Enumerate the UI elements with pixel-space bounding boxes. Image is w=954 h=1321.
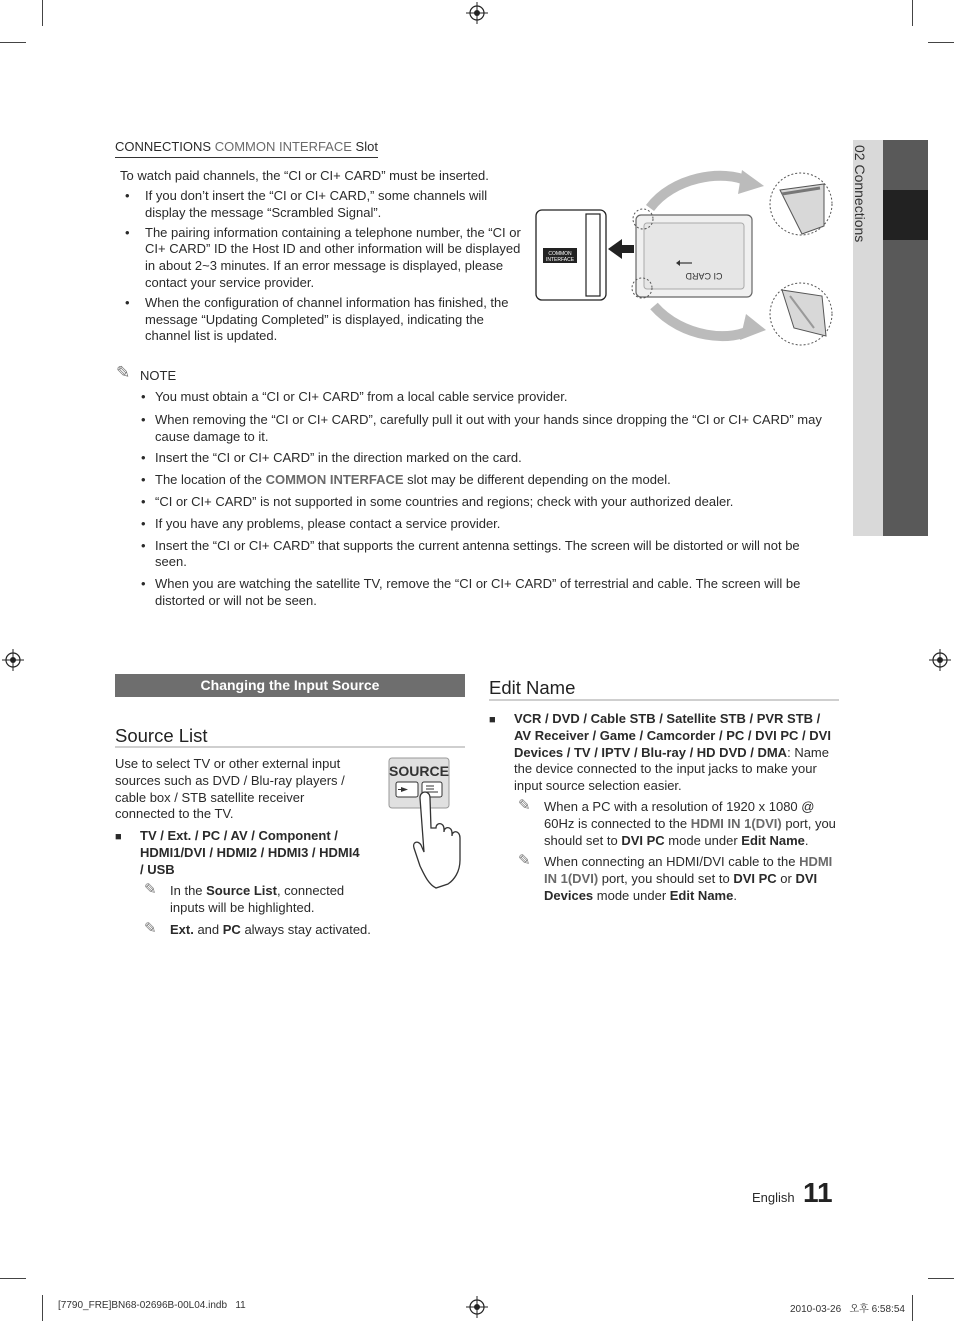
edit-name-list (489, 711, 834, 795)
list-item-text: The pairing information containing a telephone number, the “CI or CI+ CARD” ID the Host ID and other information will be displayed in about 2~3 minutes. If an error message is displayed, please contact your service provider. (145, 224, 521, 290)
note-text: port, you should set to (598, 871, 734, 887)
list-item (144, 881, 380, 917)
breadcrumb-part: COMMON INTERFACE (214, 139, 352, 154)
note-text: always stay activated. (240, 921, 371, 937)
list-item: • “CI or CI+ CARD” is not supported in some countries and regions; check with your authorized dealer. (141, 493, 734, 509)
crop-mark (42, 1295, 43, 1321)
device-list-desc: Name the device connected to the input jacks to make your input source selection easier. (514, 744, 829, 794)
list-item: • Insert the “CI or CI+ CARD” in the direction marked on the card. (141, 450, 522, 466)
list-item: • The location of the COMMON INTERFACE slot may be different depending on the model. (141, 472, 671, 488)
source-list-options (115, 828, 360, 878)
note-bold: DVI PC (621, 832, 665, 848)
breadcrumb (115, 139, 378, 158)
crop-mark (928, 42, 954, 43)
source-options-text: TV / Ext. / PC / AV / Component / HDMI1/DVI / HDMI2 / HDMI3 / HDMI4 / USB (140, 828, 360, 877)
side-tab-block (883, 240, 928, 536)
registration-mark-icon (929, 649, 951, 671)
note-text: When connecting an HDMI/DVI cable to the (544, 854, 800, 870)
note-text: In the (170, 883, 207, 898)
list-item-text: If you don’t insert the “CI or CI+ CARD,” some channels will display the message “Scrambled Signal”. (145, 188, 488, 220)
note-heading: NOTE (140, 368, 177, 383)
edit-name-title: Edit Name (489, 677, 576, 698)
crop-mark (0, 1278, 26, 1279)
remote-source-button-illustration (386, 756, 472, 890)
crop-mark (42, 0, 43, 26)
ci-intro: To watch paid channels, the “CI or CI+ CARD” must be inserted. (120, 168, 489, 183)
side-tab-label: 02 Connections (852, 145, 868, 243)
note-bold: Edit Name (669, 887, 734, 903)
side-tab-active-block (883, 190, 928, 240)
list-item-text: When removing the “CI or CI+ CARD”, carefully pull it out with your hands since dropping the “CI or CI+ CARD” may cause damage to it. (155, 411, 822, 444)
edit-name-notes (518, 797, 840, 905)
list-item: • When removing the “CI or CI+ CARD”, carefully pull it out with your hands since dropping the “CI or CI+ CARD” may cause damage to it. (141, 411, 822, 444)
crop-mark (912, 1295, 913, 1321)
note-text: port, you should set to (544, 815, 836, 848)
note-list (141, 389, 835, 610)
note-text: mode under (593, 887, 670, 903)
footer-file: [7790_FRE]BN68-02696B-00L04.indb 11 (58, 1300, 246, 1311)
list-item-text: When the configuration of channel information has finished, the message “Updating Completed” is displayed, indicating the channel list is updated. (145, 294, 509, 344)
list-item: ■ VCR / DVD / Cable STB / Satellite STB / PVR STB / AV Receiver / Game / Camcorder / PC / DVI PC / DVI Devices / TV / IPTV / Blu-ray / HD DVD / DMA: Name the device connected to the input jacks to make your input source selection easier. (489, 711, 831, 794)
source-button-label: SOURCE (389, 763, 449, 779)
crop-mark (0, 42, 26, 43)
note-bold: Source List (206, 883, 277, 898)
source-list-title: Source List (115, 725, 208, 746)
note-port: HDMI IN 1(DVI) (544, 854, 833, 887)
list-item-text: The location of the (155, 472, 266, 488)
list-item: • Insert the “CI or CI+ CARD” that supports the current antenna settings. The screen will be distorted or will not be seen. (141, 537, 800, 570)
list-item-text: “CI or CI+ CARD” is not supported in some countries and regions; check with your authorized dealer. (155, 493, 734, 509)
section-title-bar: Changing the Input Source (115, 674, 465, 697)
list-item: • You must obtain a “CI or CI+ CARD” from a local cable service provider. (141, 389, 568, 404)
note-text: or (776, 871, 796, 887)
registration-mark-icon (2, 649, 24, 671)
note-pencil-icon: ✎ (518, 852, 531, 870)
registration-mark-icon (466, 1296, 488, 1318)
footer-timestamp: 2010-03-26 오후 6:58:54 (790, 1304, 905, 1315)
list-item (518, 852, 840, 904)
breadcrumb-part: Slot (355, 139, 378, 154)
list-item: • If you have any problems, please contact a service provider. (141, 515, 501, 531)
note-pencil-icon: ✎ (144, 881, 157, 898)
list-item: ■ TV / Ext. / PC / AV / Component / HDMI1/DVI / HDMI2 / HDMI3 / HDMI4 / USB (115, 828, 360, 877)
ci-bullet-list (125, 188, 523, 345)
ci-card-illustration (532, 168, 836, 348)
note-bold: DVI Devices (544, 871, 818, 903)
list-item: • The pairing information containing a telephone number, the “CI or CI+ CARD” ID the Host ID and other information will be displayed in about 2~3 minutes. If an error message is displayed, please contact your service provider. (125, 224, 521, 290)
list-item (518, 797, 840, 849)
list-item: • When you are watching the satellite TV, remove the “CI or CI+ CARD” of terrestrial and cable. The screen will be distorted or will not be seen. (141, 576, 801, 608)
side-tab-block (883, 140, 928, 190)
note-text: mode under (664, 832, 742, 848)
crop-mark (928, 1278, 954, 1279)
list-item (144, 919, 380, 939)
note-text: and (193, 921, 223, 937)
list-item: • When the configuration of channel information has finished, the message “Updating Completed” is displayed, indicating the channel list is updated. (125, 294, 509, 344)
title-rule (115, 746, 465, 748)
slot-label: INTERFACE (545, 257, 575, 263)
note-bold: Edit Name (741, 832, 805, 848)
breadcrumb-part: CONNECTIONS (115, 139, 212, 154)
page-number: 11 (803, 1177, 833, 1208)
note-bold: PC (222, 921, 241, 937)
crop-mark (912, 0, 913, 26)
device-list-text: : (787, 744, 791, 760)
note-text: . (804, 832, 809, 848)
list-item-text: slot may be different depending on the model. (403, 472, 671, 488)
list-item-text: You must obtain a “CI or CI+ CARD” from a local cable service provider. (155, 389, 568, 404)
device-list-text: VCR / DVD / Cable STB / Satellite STB / PVR STB / AV Receiver / Game / Camcorder / PC / DVI PC / DVI Devices / TV / IPTV / Blu-ray / HD DVD / DMA (514, 711, 831, 760)
source-list-notes (144, 881, 380, 938)
list-item-text: Insert the “CI or CI+ CARD” in the direction marked on the card. (155, 450, 522, 466)
note-port: HDMI IN 1(DVI) (690, 815, 782, 831)
note-pencil-icon: ✎ (116, 363, 131, 382)
footer-language: English (752, 1190, 795, 1205)
note-pencil-icon: ✎ (518, 797, 531, 814)
note-pencil-icon: ✎ (144, 919, 157, 937)
card-label: CI CARD (685, 271, 723, 281)
list-item-highlight: COMMON INTERFACE (265, 472, 404, 488)
list-item: • If you don’t insert the “CI or CI+ CARD,” some channels will display the message “Scrambled Signal”. (125, 188, 488, 220)
source-list-body: Use to select TV or other external input sources such as DVD / Blu-ray players / cable box / STB satellite receiver connected to the TV. (115, 756, 345, 822)
title-rule (489, 699, 839, 701)
registration-mark-icon (466, 2, 488, 24)
slot-label: COMMON (548, 251, 572, 257)
list-item-text: When you are watching the satellite TV, remove the “CI or CI+ CARD” of terrestrial and cable. The screen will be distorted or will not be seen. (155, 576, 801, 608)
note-bold: Ext. (170, 921, 194, 937)
list-item-text: Insert the “CI or CI+ CARD” that supports the current antenna settings. The screen will be distorted or will not be seen. (155, 537, 800, 570)
note-text: . (733, 887, 737, 903)
note-text: , connected inputs will be highlighted. (170, 883, 345, 915)
list-item-text: If you have any problems, please contact a service provider. (155, 515, 501, 531)
note-bold: DVI PC (733, 871, 777, 887)
note-text: When a PC with a resolution of 1920 x 1080 @ 60Hz is connected to the (544, 799, 815, 831)
